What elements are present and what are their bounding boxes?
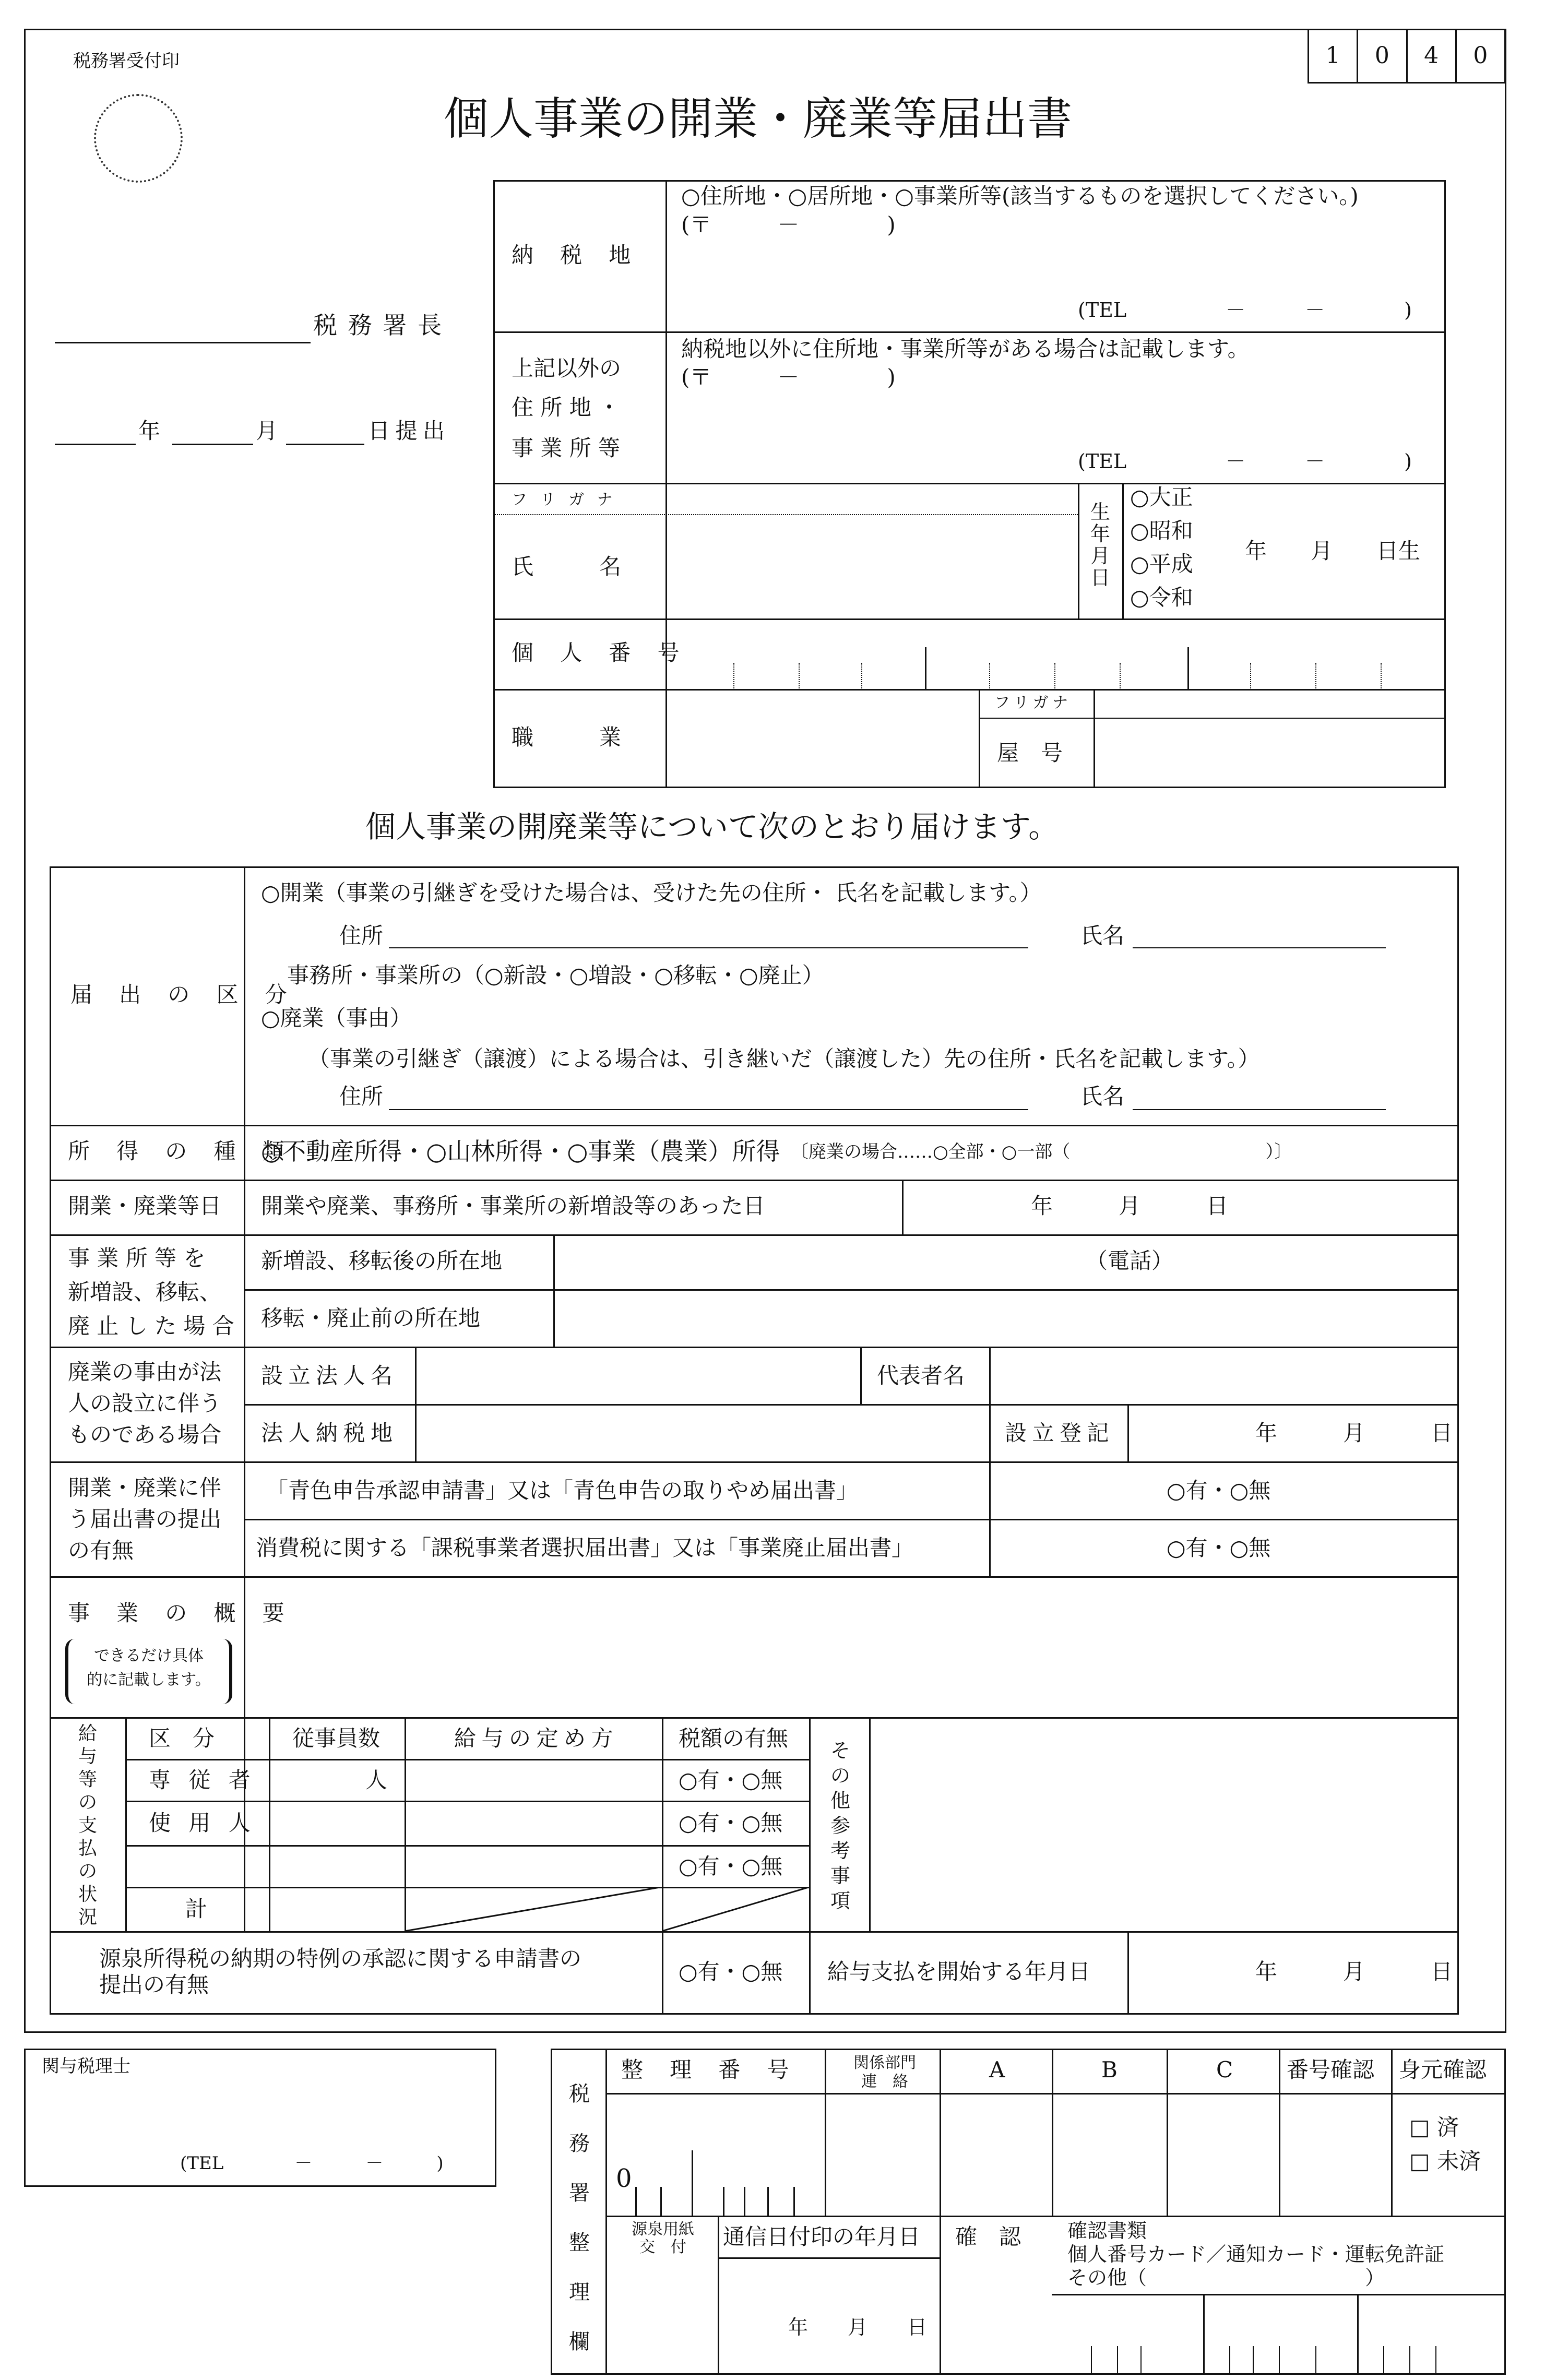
- row-divider: [493, 483, 1446, 484]
- office-row: [718, 2257, 940, 2259]
- submit-day-line: [286, 444, 364, 445]
- shop-divider: [979, 689, 980, 788]
- submit-month-line: [172, 444, 253, 445]
- form-number-digit: 4: [1408, 29, 1457, 82]
- category-close-note: （事業の引継ぎ（譲渡）による場合は、引き継いだ（譲渡した）先の住所・氏名を記載します。）: [308, 1046, 1260, 1072]
- shop-name-label: 屋 号: [997, 740, 1063, 766]
- mynumber-label: 個 人 番 号: [512, 640, 690, 665]
- overview-note-line: 的に記載します。: [87, 1671, 211, 1689]
- form-number-digit: 1: [1309, 29, 1358, 82]
- page-title: 個人事業の開業・廃業等届出書: [444, 93, 1072, 145]
- row-divider: [50, 1234, 1459, 1236]
- birth-label-char: 日: [1090, 566, 1110, 589]
- salary-header-method: 給与の定め方: [454, 1725, 619, 1751]
- other-notes-char: 考: [830, 1839, 850, 1862]
- col-a: A: [989, 2057, 1005, 2082]
- new-location-label: 新増設、移転後の所在地: [261, 1248, 503, 1274]
- open-address-line: [389, 947, 1028, 948]
- salary-side-char: の: [78, 1792, 97, 1813]
- salary-side-char: の: [78, 1861, 97, 1882]
- tax-office-head-label: 税務署長: [313, 311, 453, 339]
- era-heisei: ○平成: [1130, 551, 1193, 577]
- office-col: [1279, 2049, 1280, 2216]
- seiri-number-label: 整 理 番 号: [621, 2057, 799, 2082]
- row-divider: [50, 1576, 1459, 1578]
- office-side-char: 税: [569, 2082, 590, 2106]
- docs-tick: [1091, 2346, 1092, 2375]
- occupation-label: 職 業: [512, 724, 622, 750]
- mynumber-digit-divider: [1250, 663, 1251, 690]
- submit-month-label: 月: [256, 418, 278, 444]
- office-side-char: 理: [569, 2280, 590, 2304]
- salary-yes-no[interactable]: ○有・○無: [679, 1810, 783, 1836]
- other-address-postal: (〒 － ): [681, 364, 896, 390]
- docs-divider: [1203, 2294, 1205, 2375]
- salary-col: [809, 1717, 811, 2015]
- birth-label-char: 月: [1090, 544, 1110, 567]
- accountant-label: 関与税理士: [42, 2056, 130, 2077]
- mynumber-digit-divider: [1381, 663, 1382, 690]
- nouzeichi-postal: (〒 － ): [681, 212, 896, 237]
- furigana-label: フ リ ガ ナ: [512, 491, 617, 509]
- office-row: [605, 2216, 1506, 2217]
- overview-note-line: できるだけ具体: [94, 1647, 204, 1665]
- salary-side-char: 支: [78, 1815, 97, 1836]
- row-divider: [493, 331, 1446, 333]
- salary-row: [125, 1759, 809, 1760]
- office-col: [940, 2049, 941, 2375]
- era-reiwa: ○令和: [1130, 585, 1193, 610]
- filings-label-1: 開業・廃業に伴: [68, 1475, 222, 1501]
- office-col: [605, 2049, 607, 2375]
- nouzeichi-label: 納 税 地: [512, 242, 641, 268]
- row-divider: [50, 1461, 1459, 1463]
- identity-checked[interactable]: □ 済: [1409, 2114, 1459, 2140]
- seiri-zero: 0: [616, 2164, 632, 2193]
- docs-title: 確認書類: [1067, 2219, 1147, 2242]
- mynumber-digit-divider: [861, 663, 862, 690]
- submit-day-label: 日提出: [368, 418, 450, 444]
- corp-label-2: 人の設立に伴う: [68, 1390, 222, 1416]
- salary-side-char: 給: [78, 1723, 97, 1744]
- salary-side-char: 状: [78, 1884, 97, 1905]
- corp-name-label: 設立法人名: [261, 1363, 398, 1388]
- receipt-stamp-circle: [94, 94, 183, 183]
- tax-office-line: [55, 342, 311, 343]
- row-divider: [50, 1347, 1459, 1348]
- salary-row-employees: 使 用 人: [149, 1810, 256, 1836]
- submit-year-label: 年: [138, 418, 161, 444]
- seiri-digit-tick: [635, 2187, 637, 2216]
- open-address-label: 住所: [339, 923, 384, 948]
- row-divider: [244, 1404, 1459, 1406]
- dates-divider: [902, 1180, 904, 1234]
- overview-note-bracket: [65, 1639, 232, 1704]
- corp-address-label: 法人納税地: [261, 1420, 398, 1446]
- office-row: [1052, 2294, 1506, 2295]
- salary-start-label: 給与支払を開始する年月日: [827, 1959, 1091, 1984]
- kankei-line: 関係部門: [853, 2054, 916, 2072]
- other-address-label-2: 住 所 地 ・: [512, 395, 621, 420]
- office-row: [605, 2093, 1506, 2095]
- rep-label: 代表者名: [877, 1363, 965, 1388]
- kakunin-label: 確 認: [955, 2224, 1021, 2250]
- salary-row-family: 専 従 者: [149, 1767, 256, 1793]
- number-check-label: 番号確認: [1287, 2057, 1375, 2082]
- gensen-line: 交 付: [639, 2238, 686, 2256]
- category-label: 届 出 の 区 分: [70, 982, 297, 1007]
- kankei-label: [840, 2054, 929, 2091]
- salary-yes-no[interactable]: ○有・○無: [679, 1853, 783, 1879]
- seiri-digit-tick: [692, 2150, 693, 2216]
- old-location-label: 移転・廃止前の所在地: [261, 1305, 481, 1331]
- row-divider: [493, 618, 1446, 620]
- salary-side-char: 払: [78, 1838, 97, 1859]
- shop-furigana-divider: [979, 718, 1446, 719]
- seiri-digit-tick: [723, 2187, 724, 2216]
- corp-label-1: 廃業の事由が法: [68, 1359, 222, 1385]
- other-notes-char: 事: [830, 1864, 850, 1887]
- other-address-note: 納税地以外に住所地・事業所等がある場合は記載します。: [681, 336, 1250, 362]
- corp-divider: [1127, 1404, 1129, 1461]
- relocation-divider: [553, 1234, 555, 1347]
- birth-label-char: 年: [1090, 522, 1110, 545]
- tsushin-label: 通信日付印の年月日: [723, 2224, 921, 2250]
- office-col: [1052, 2049, 1053, 2216]
- row-divider: [50, 1125, 1459, 1126]
- mynumber-digit-divider: [733, 663, 734, 690]
- office-col: [1391, 2049, 1393, 2216]
- docs-list: 個人番号カード／通知カード・運転免許証: [1067, 2243, 1445, 2266]
- birth-label: [1086, 501, 1115, 589]
- relocation-label-1: 事 業 所 等 を: [68, 1245, 206, 1271]
- row-divider: [244, 1519, 1459, 1520]
- date-units: 年 月 日: [788, 2316, 928, 2339]
- income-label: 所 得 の 種 類: [68, 1138, 294, 1164]
- era-taisho: ○大正: [1130, 484, 1193, 510]
- close-address-line: [389, 1109, 1028, 1110]
- docs-tick: [1435, 2346, 1436, 2375]
- salary-col: [269, 1717, 270, 1931]
- docs-divider: [1357, 2294, 1359, 2375]
- other-address-tel: (TEL － － ): [1078, 450, 1412, 473]
- other-notes-char: の: [830, 1764, 850, 1787]
- office-col: [825, 2049, 826, 2216]
- mynumber-digit-divider: [989, 663, 990, 690]
- registration-label: 設立登記: [1005, 1420, 1115, 1446]
- identity-unchecked[interactable]: □ 未済: [1409, 2148, 1481, 2174]
- dates-units: 年 月 日: [1031, 1193, 1229, 1219]
- accountant-tel: (TEL － － ): [180, 2153, 444, 2174]
- col-b: B: [1101, 2057, 1118, 2082]
- total-strike: [405, 1887, 663, 1932]
- salary-side-char: 況: [78, 1907, 97, 1928]
- salary-yes-no[interactable]: ○有・○無: [679, 1767, 783, 1793]
- other-notes-label: [825, 1738, 856, 1913]
- salary-start-units: 年 月 日: [1255, 1959, 1453, 1984]
- salary-row-total: 計: [185, 1896, 208, 1922]
- statement: 個人事業の開廃業等について次のとおり届けます。: [365, 809, 1059, 844]
- dates-desc: 開業や廃業、事務所・事業所の新増設等のあった日: [261, 1193, 765, 1219]
- shop-furigana-label: フリガナ: [994, 694, 1072, 712]
- salary-header-count: 従事員数: [292, 1725, 381, 1751]
- other-notes-char: 他: [830, 1789, 850, 1812]
- seiri-digit-tick: [793, 2187, 795, 2216]
- category-office: 事務所・事業所の（○新設・○増設・○移転・○廃止）: [287, 962, 824, 988]
- docs-tick: [1315, 2346, 1316, 2375]
- seiri-digit-tick: [744, 2187, 745, 2216]
- dates-label: 開業・廃業等日: [68, 1193, 222, 1219]
- open-name-label: 氏名: [1080, 923, 1125, 948]
- birth-divider: [1078, 483, 1079, 618]
- registration-units: 年 月 日: [1255, 1420, 1453, 1446]
- nouzeichi-options: ○住所地・○居所地・○事業所等(該当するものを選択してください。): [681, 183, 1359, 209]
- form-number-digit: 0: [1473, 42, 1488, 69]
- filings-divider: [989, 1461, 991, 1576]
- other-notes-char: 項: [830, 1889, 850, 1912]
- docs-tick: [1253, 2346, 1254, 2375]
- docs-tick: [1383, 2346, 1384, 2375]
- filings-label-3: の有無: [68, 1538, 134, 1563]
- salary-unit: 人: [365, 1767, 388, 1793]
- office-use-box: [551, 2049, 1506, 2375]
- mynumber-digit-divider: [1120, 663, 1121, 690]
- withholding-label-1: 源泉所得税の納期の特例の承認に関する申請書の: [99, 1946, 582, 1971]
- kankei-line: 連 絡: [861, 2073, 908, 2091]
- identity-check-label: 身元確認: [1399, 2057, 1487, 2082]
- income-closing-note: 〔廃業の場合……○全部・○一部（ ）〕: [791, 1141, 1292, 1162]
- office-side-char: 整: [569, 2231, 590, 2255]
- form-number: [1308, 29, 1506, 84]
- other-address-label-3: 事 業 所 等: [512, 435, 621, 461]
- docs-tick: [1140, 2346, 1142, 2375]
- birth-label-char: 生: [1090, 501, 1110, 523]
- income-options: ○不動産所得・○山林所得・○事業（農業）所得: [261, 1137, 780, 1165]
- salary-header-tax: 税額の有無: [679, 1725, 789, 1751]
- close-name-label: 氏名: [1080, 1084, 1125, 1109]
- other-notes-char: そ: [830, 1739, 850, 1762]
- docs-tick: [1117, 2346, 1118, 2375]
- withholding-label-2: 提出の有無: [99, 1972, 209, 1997]
- withholding-col: [1127, 1931, 1129, 2015]
- filings-label-2: う届出書の提出: [68, 1506, 222, 1532]
- office-col: [718, 2216, 719, 2375]
- close-address-label: 住所: [339, 1084, 384, 1109]
- total-strike: [662, 1887, 810, 1932]
- mynumber-digit-divider: [799, 663, 800, 690]
- docs-other: その他（ ）: [1067, 2266, 1385, 2289]
- mynumber-group-divider: [1187, 647, 1189, 689]
- salary-header-category: 区 分: [149, 1725, 215, 1751]
- birth-divider: [1122, 483, 1124, 618]
- blue-filing-yes-no[interactable]: ○有・○無: [1167, 1478, 1271, 1503]
- office-side-label: [564, 2069, 595, 2367]
- mynumber-digit-divider: [1054, 663, 1055, 690]
- form-number-digit: 0: [1358, 29, 1407, 82]
- other-address-label-1: 上記以外の: [512, 355, 622, 381]
- phone-label: （電話）: [1086, 1248, 1174, 1274]
- consumption-filing-yes-no[interactable]: ○有・○無: [1167, 1535, 1271, 1561]
- docs-tick: [1229, 2346, 1230, 2375]
- row-divider: [493, 689, 1446, 691]
- mynumber-digit-divider: [1315, 663, 1316, 690]
- salary-col: [869, 1717, 871, 1931]
- other-notes-char: 参: [830, 1814, 850, 1837]
- corp-divider: [989, 1347, 991, 1461]
- salary-row: [125, 1801, 809, 1802]
- corp-label-3: ものである場合: [68, 1422, 222, 1447]
- docs-tick: [1409, 2346, 1410, 2375]
- stamp-label: 税務署受付印: [73, 51, 180, 72]
- blue-filing-label: 「青色申告承認申請書」又は「青色申告の取りやめ届出書」: [266, 1478, 859, 1503]
- nouzeichi-tel: (TEL － － ): [1078, 299, 1412, 322]
- withholding-yes-no[interactable]: ○有・○無: [679, 1959, 783, 1984]
- salary-side-char: 等: [78, 1769, 97, 1790]
- office-col: [1167, 2049, 1168, 2216]
- submit-year-line: [55, 444, 136, 445]
- furigana-divider: [493, 514, 1078, 515]
- row-divider: [50, 1717, 1459, 1719]
- mynumber-group-divider: [925, 647, 926, 689]
- gensen-label: [611, 2221, 715, 2256]
- salary-col: [662, 1717, 663, 2015]
- category-close: ○廃業（事由）: [261, 1005, 412, 1031]
- category-open: ○開業（事業の引継ぎを受けた場合は、受けた先の住所・ 氏名を記載します。）: [261, 880, 1042, 906]
- col-c: C: [1216, 2057, 1233, 2082]
- corp-divider: [415, 1347, 417, 1461]
- relocation-label-2: 新増設、移転、: [68, 1279, 222, 1305]
- office-side-char: 欄: [569, 2330, 590, 2354]
- salary-side-char: 与: [78, 1746, 97, 1767]
- consumption-filing-label: 消費税に関する「課税事業者選択届出書」又は「事業廃止届出書」: [256, 1535, 914, 1561]
- close-name-line: [1133, 1109, 1386, 1110]
- seiri-digit-tick: [767, 2187, 769, 2216]
- salary-side-label: [62, 1722, 114, 1929]
- row-divider: [50, 1180, 1459, 1181]
- open-name-line: [1133, 947, 1386, 948]
- corp-divider: [860, 1347, 862, 1404]
- shop-divider: [1094, 689, 1095, 788]
- salary-row: [125, 1845, 809, 1847]
- row-divider: [244, 1289, 1459, 1291]
- seiri-digit-tick: [660, 2187, 662, 2216]
- overview-label: 事 業 の 概 要: [68, 1600, 294, 1626]
- office-side-char: 署: [569, 2181, 590, 2205]
- gensen-line: 源泉用紙: [632, 2220, 694, 2239]
- birth-date-units: 年 月 日生: [1245, 538, 1421, 564]
- era-showa: ○昭和: [1130, 518, 1193, 543]
- office-side-char: 務: [569, 2132, 590, 2156]
- name-label: 氏 名: [512, 554, 622, 579]
- relocation-label-3: 廃 止 し た 場 合: [68, 1313, 234, 1339]
- salary-col: [125, 1717, 127, 1931]
- docs-tick: [1279, 2346, 1280, 2375]
